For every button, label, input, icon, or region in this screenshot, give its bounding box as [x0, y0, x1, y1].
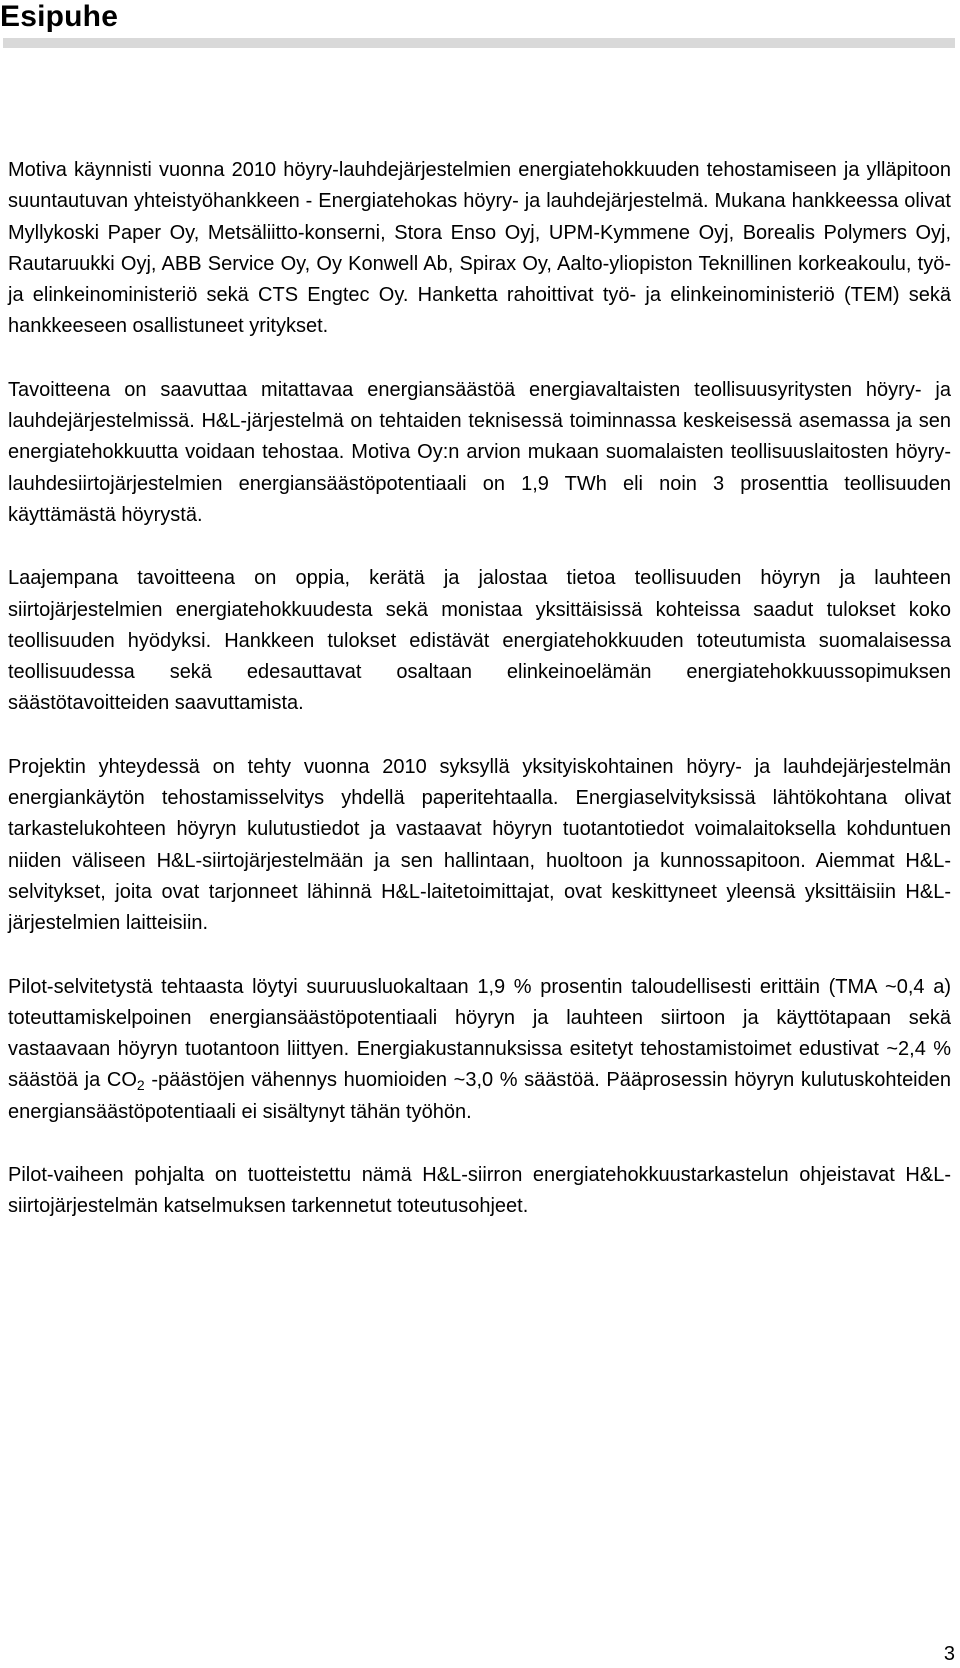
- page-number: 3: [943, 1643, 955, 1665]
- preface-body: [8, 155, 951, 1255]
- paragraph-project-intro: Motiva käynnisti vuonna 2010 höyry-lauhdejärjestelmien energiatehokkuuden tehostamiseen ja ylläpitoon suuntautuvan yhteistyöhankkeen - Energiatehokas höyry- ja lauhdejärjestelmä. Mukana hankkeessa olivat Myllykoski Paper Oy, Metsäliitto-konserni, Stora Enso Oyj, UPM-Kymmene Oyj, Borealis Polymers Oyj, Rautaruukki Oyj, ABB Service Oy, Oy Konwell Ab, Spirax Oy, Aalto-yliopiston Teknillinen korkeakoulu, työ- ja elinkeinoministeriö sekä CTS Engtec Oy. Hanketta rahoittivat työ- ja elinkeinoministeriö (TEM) sekä hankkeeseen osallistuneet yritykset.: [8, 159, 951, 338]
- co2-subscript: 2: [136, 1077, 145, 1094]
- paragraph-energy-survey: Projektin yhteydessä on tehty vuonna 2010 syksyllä yksityiskohtainen höyry- ja lauhdejärjestelmän energiankäytön tehostamisselvitys yhdellä paperitehtaalla. Energiaselvityksissä lähtökohtana olivat tarkastelukohteen höyryn kulutustiedot ja vastaavat höyryn tuotantotiedot voimalaitoksella kohduntuen niiden väliseen H&L-siirtojärjestelmään ja sen hallintaan, huoltoon ja kunnossapitoon. Aiemmat H&L-selvitykset, joita ovat tarjonneet lähinnä H&L-laitetoimittajat, ovat keskittyneet yleensä yksittäisiin H&L-järjestelmien laitteisiin.: [8, 755, 951, 935]
- page-title: Esipuhe: [0, 0, 119, 33]
- paragraph-guidelines: Pilot-vaiheen pohjalta on tuotteistettu nämä H&L-siirron energiatehokkuustarkastelun ohjeistavat H&L-siirtojärjestelmän katselmuksen tarkennetut toteutusohjeet.: [8, 1164, 951, 1218]
- pilot-results-text-after: -päästöjen vähennys huomioiden ~3,0 % säästöä. Pääprosessin höyryn kulutuskohteiden energiansäästöpotentiaali ei sisältynyt tähän työhön.: [8, 1069, 951, 1123]
- paragraph-goal: Tavoitteena on saavuttaa mitattavaa energiansäästöä energiavaltaisten teollisuusyritysten höyry- ja lauhdejärjestelmissä. H&L-järjestelmä on tehtaiden teknisessä toiminnassa keskeisessä asemassa ja sen energiatehokkuutta voidaan tehostaa. Motiva Oy:n arvion mukaan suomalaisten teollisuuslaitosten höyry-lauhdesiirtojärjestelmien energiansäästöpotentiaali on 1,9 TWh eli noin 3 prosenttia teollisuuden käyttämästä höyrystä.: [8, 378, 951, 526]
- heading-underline-bar: [3, 38, 955, 48]
- paragraph-pilot-results: [8, 972, 951, 1128]
- paragraph-broader-goal: Laajempana tavoitteena on oppia, kerätä ja jalostaa tietoa teollisuuden höyryn ja lauhteen siirtojärjestelmien energiatehokkuudesta sekä monistaa yksittäisissä kohteissa saadut tulokset koko teollisuuden hyödyksi. Hankkeen tulokset edistävät energiatehokkuuden toteutumista suomalaisessa teollisuudessa sekä edesauttavat osaltaan elinkeinoelämän energiatehokkuussopimuksen säästötavoitteiden saavuttamista.: [8, 567, 951, 715]
- pilot-results-text-before: Pilot-selvitetystä tehtaasta löytyi suuruusluokaltaan 1,9 % prosentin taloudellisesti erittäin (TMA ~0,4 a) toteuttamiskelpoinen energiansäästöpotentiaali höyryn ja lauhteen siirtoon ja käyttötapaan sekä vastaavaan höyryn tuotantoon liittyen. Energiakustannuksissa esitetyt tehostamistoimet edustivat ~2,4 % säästöä ja CO: [8, 975, 951, 1092]
